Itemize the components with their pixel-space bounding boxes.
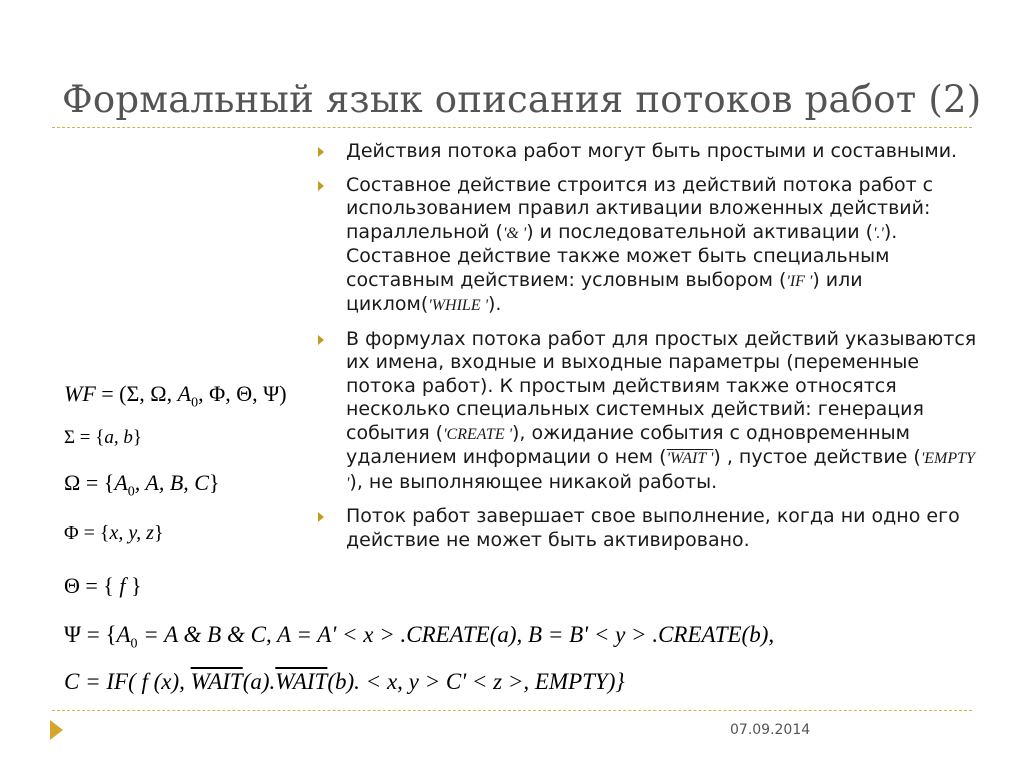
bullet-arrow-icon bbox=[318, 335, 324, 345]
bullet-arrow-icon bbox=[318, 181, 324, 191]
op-wait: 'WAIT ' bbox=[666, 450, 714, 467]
bullet-list bbox=[318, 140, 986, 562]
bullet-item bbox=[318, 140, 986, 164]
bullet-item bbox=[318, 174, 986, 318]
formula-wf: WF = (Σ, Ω, $A_0$, Φ, Θ, Ψ) bbox=[64, 381, 287, 411]
formula-c: C = IF( f (x), WAIT(a).WAIT(b). < x, y > C' < z >, EMPTY)} bbox=[64, 669, 625, 694]
bullet-text: Поток работ завершает свое выполнение, когда ни одно его действие не может быть активировано. bbox=[346, 505, 960, 551]
formula-omega: $\Omega = \{A_0$, A, B, C} bbox=[64, 470, 220, 500]
bullet-text: ), ожидание события с одновременным удалением информации о нем ( bbox=[346, 421, 910, 468]
formula-sigma: Σ = {a, b} bbox=[64, 427, 143, 448]
slide-title: Формальный язык описания потоков работ (2) bbox=[62, 78, 982, 121]
formula-psi: $\Psi = \{A_0 = A$ & B & C, A = A' < x > .CREATE(a), B = B' < y > .CREATE(b), bbox=[64, 622, 775, 652]
footer-divider bbox=[52, 710, 972, 711]
bullet-text: ). Составное действие также может быть специальным составным действием: условным выбором ( bbox=[346, 220, 898, 291]
bullet-text: В формулах потока работ для простых действий указываются их имена, входные и выходные параметры (переменные потока работ). К простым действиям также относятся несколько специальных системных действий: генерация события ( bbox=[346, 327, 977, 444]
bullet-text: ). bbox=[488, 293, 502, 315]
op-parallel: '& ' bbox=[502, 224, 527, 242]
bullet-item bbox=[318, 505, 986, 552]
op-if: 'IF ' bbox=[786, 272, 813, 290]
op-empty: 'EMPTY ' bbox=[346, 450, 975, 492]
bullet-text: ) и последовательной активации ( bbox=[526, 220, 873, 243]
formula-phi: Φ = {x, y, z} bbox=[64, 522, 164, 544]
formula-theta: Θ = { f } bbox=[64, 573, 142, 598]
bullet-text: ), не выполняющее никакой работы. bbox=[349, 470, 718, 493]
bullet-item bbox=[318, 328, 986, 496]
bullet-arrow-icon bbox=[318, 512, 324, 522]
op-sequential: '.' bbox=[873, 224, 884, 242]
slide-date: 07.09.2014 bbox=[730, 722, 811, 738]
op-while: 'WHILE ' bbox=[428, 297, 489, 314]
bullet-text: ) , пустое действие ( bbox=[713, 446, 921, 468]
bullet-text: ) или циклом( bbox=[346, 268, 863, 315]
op-create: 'CREATE ' bbox=[443, 425, 513, 443]
bullet-text: Составное действие строится из действий потока работ с использованием правил активации вложенных действий: параллельной ( bbox=[346, 173, 934, 243]
play-triangle-icon bbox=[50, 720, 63, 740]
title-divider bbox=[52, 127, 972, 128]
bullet-text: Действия потока работ могут быть простыми и составными. bbox=[346, 140, 958, 162]
bullet-arrow-icon bbox=[318, 147, 324, 157]
